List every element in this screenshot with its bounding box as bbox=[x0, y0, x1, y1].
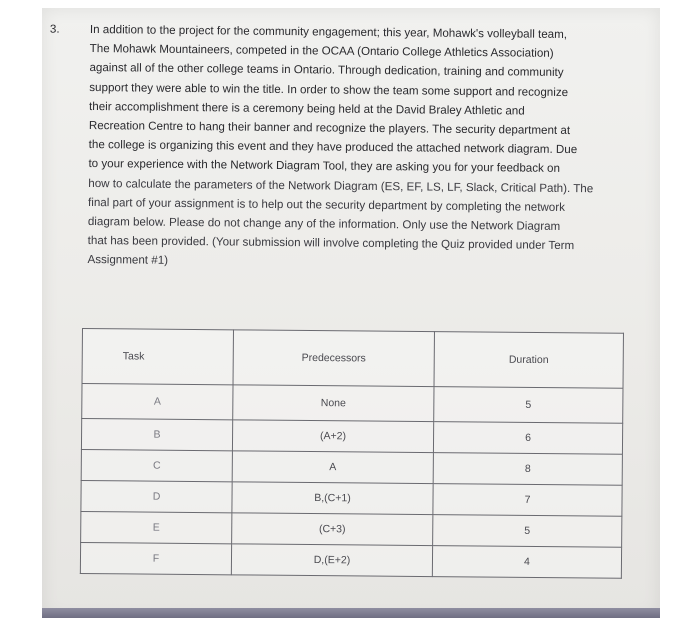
question-line: support they were able to win the title. In order to show the team some support and recognize bbox=[89, 80, 569, 99]
question-line: In addition to the project for the community engagement; this year, Mohawk's volleyball team, bbox=[89, 22, 568, 41]
question-line: final part of your assignment is to help out the security department by completing the network bbox=[88, 195, 566, 214]
cell-predecessors: (C+3) bbox=[232, 513, 433, 546]
question-line: the college is organizing this event and they have produced the attached network diagram. Due bbox=[88, 138, 578, 157]
document-photo bbox=[42, 8, 660, 618]
cell-predecessors: (A+2) bbox=[232, 420, 433, 453]
cell-predecessors: None bbox=[233, 385, 434, 422]
cell-duration: 8 bbox=[433, 453, 622, 486]
question-block bbox=[49, 20, 650, 275]
cell-duration: 4 bbox=[432, 546, 621, 579]
table-row bbox=[81, 480, 622, 516]
cell-task: B bbox=[81, 419, 232, 451]
table-row bbox=[82, 384, 623, 424]
question-line: diagram below. Please do not change any of the information. Only use the Network Diagram bbox=[87, 215, 561, 233]
table-row bbox=[80, 542, 621, 578]
task-table-wrapper bbox=[80, 328, 624, 579]
question-line: to your experience with the Network Diagram Tool, they are asking you for your feedback on bbox=[88, 157, 561, 176]
question-line: against all of the other college teams in Ontario. Through dedication, training and community bbox=[89, 61, 564, 80]
task-table bbox=[80, 328, 624, 579]
table-row bbox=[81, 419, 622, 455]
table-header-row bbox=[82, 329, 623, 389]
cell-duration: 7 bbox=[433, 484, 622, 517]
cell-duration: 5 bbox=[434, 387, 623, 424]
table-row bbox=[81, 511, 622, 547]
question-line: how to calculate the parameters of the Network Diagram (ES, EF, LS, LF, Slack, Critical Path). The bbox=[88, 176, 594, 195]
photo-bottom-edge bbox=[42, 608, 660, 618]
cell-task: C bbox=[81, 449, 232, 481]
cell-predecessors: D,(E+2) bbox=[231, 544, 432, 577]
question-line: that has been provided. (Your submission will involve completing the Quiz provided under Term bbox=[87, 234, 575, 253]
header-predecessors: Predecessors bbox=[233, 330, 434, 387]
cell-duration: 6 bbox=[433, 422, 622, 455]
question-number: 3. bbox=[49, 22, 60, 36]
cell-predecessors: A bbox=[232, 451, 433, 484]
cell-task: E bbox=[81, 511, 232, 543]
header-duration: Duration bbox=[434, 332, 623, 389]
question-line: Recreation Centre to hang their banner and recognize the players. The security department at bbox=[88, 119, 571, 138]
cell-predecessors: B,(C+1) bbox=[232, 482, 433, 515]
table-row bbox=[81, 449, 622, 485]
question-text bbox=[87, 20, 650, 275]
question-line: Assignment #1) bbox=[87, 253, 169, 268]
cell-task: D bbox=[81, 480, 232, 512]
header-task: Task bbox=[82, 329, 233, 385]
cell-duration: 5 bbox=[433, 515, 622, 548]
question-line: The Mohawk Mountaineers, competed in the OCAA (Ontario College Athletics Association) bbox=[89, 42, 554, 61]
cell-task: A bbox=[82, 384, 233, 420]
question-line: their accomplishment there is a ceremony being held at the David Braley Athletic and bbox=[89, 99, 525, 118]
cell-task: F bbox=[80, 542, 231, 574]
